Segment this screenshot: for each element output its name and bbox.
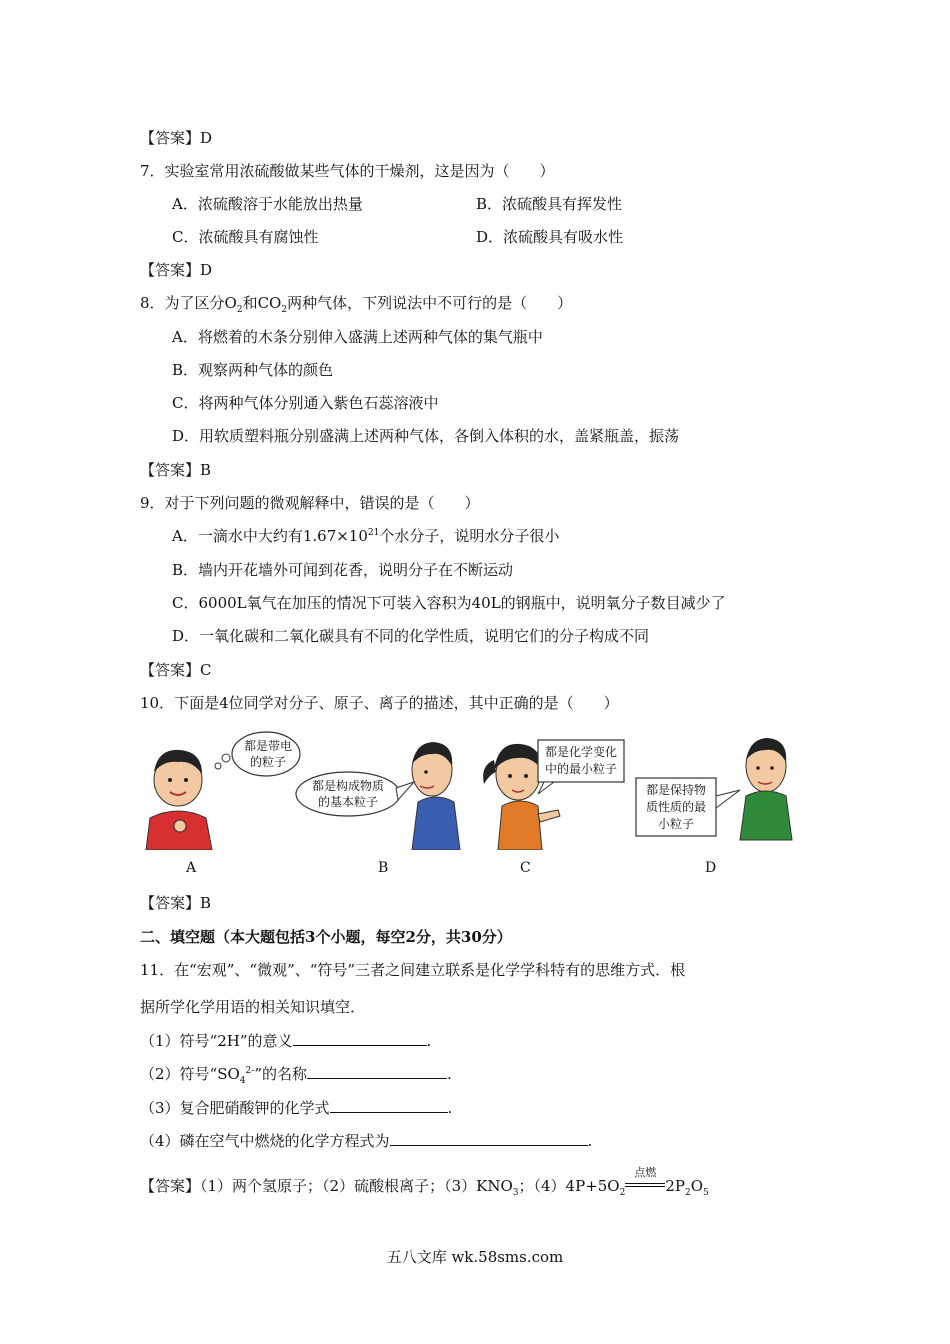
reaction-condition: 点燃 xyxy=(625,1177,665,1191)
q9-answer: 【答案】C xyxy=(140,661,212,679)
q8-answer: 【答案】B xyxy=(140,461,212,479)
student-d xyxy=(740,738,792,840)
figure-label-a: A xyxy=(186,860,197,876)
answer-blank[interactable] xyxy=(293,1031,427,1046)
q11-part-3: （3）复合肥硝酸钾的化学式 . xyxy=(140,1099,453,1117)
q9-option-a: A．一滴水中大约有$1.67\times 10^{21}$个水分子，说明水分子很小 xyxy=(172,527,560,545)
q7-option-a: A．浓硫酸溶于水能放出热量 xyxy=(172,195,363,213)
answer-blank[interactable] xyxy=(307,1064,447,1079)
q11-stem-line-1: 11．在“宏观”、“微观”、“符号”三者之间建立联系是化学学科特有的思维方式．根 xyxy=(140,961,686,979)
q7-stem: 7．实验室常用浓硫酸做某些气体的干燥剂，这是因为（ ） xyxy=(140,162,555,180)
bubble-a-text: 都是带电 的粒子 xyxy=(243,739,292,769)
page-footer: 五八文库 wk.58sms.com xyxy=(386,1248,564,1266)
q7-option-b: B．浓硫酸具有挥发性 xyxy=(476,195,623,213)
answer-blank[interactable] xyxy=(390,1131,588,1146)
student-a xyxy=(146,750,212,850)
q8-option-c: C．将两种气体分别通入紫色石蕊溶液中 xyxy=(172,394,439,412)
q11-answer: 【答案】（1）两个氢原子；（2）硫酸根离子；$(3)KNO_3$；$(4)4P+5O_2$ 点燃 $2P_2O_5$ xyxy=(140,1166,709,1198)
figure-label-d: D xyxy=(705,860,717,876)
q8-stem: 8．为了区分$O_2$和$CO_2$两种气体，下列说法中不可行的是（ ） xyxy=(140,294,573,315)
q7-option-d: D．浓硫酸具有吸水性 xyxy=(476,228,624,246)
q11-part-4: （4）磷在空气中燃烧的化学方程式为 . xyxy=(140,1132,593,1150)
q8-option-d: D．用软质塑料瓶分别盛满上述两种气体，各倒入体积的水，盖紧瓶盖，振荡 xyxy=(172,427,680,445)
q6-answer: 【答案】D xyxy=(140,129,213,147)
q8-option-b: B．观察两种气体的颜色 xyxy=(172,361,334,379)
q9-option-c: C．6000L氧气在加压的情况下可装入容积为40L的钢瓶中，说明氧分子数目减少了 xyxy=(172,594,726,612)
figure-label-c: C xyxy=(520,860,531,876)
q8-option-a: A．将燃着的木条分别伸入盛满上述两种气体的集气瓶中 xyxy=(172,328,543,346)
q11-part-2: （2）符号“$SO_4^{2-}$”的名称 . xyxy=(140,1065,452,1086)
bubble-b-text: 都是构成物质 的基本粒子 xyxy=(311,779,384,809)
q11-stem-line-2: 据所学化学用语的相关知识填空． xyxy=(140,998,366,1016)
bubble-d-text: 都是保持物 质性质的最 小粒子 xyxy=(645,783,706,831)
q10-answer: 【答案】B xyxy=(140,894,212,912)
q9-option-b: B．墙内开花墙外可闻到花香，说明分子在不断运动 xyxy=(172,561,514,579)
figure-label-b: B xyxy=(378,860,389,876)
q10-illustration xyxy=(140,730,820,850)
section-2-title: 二、填空题（本大题包括3个小题，每空2分，共30分） xyxy=(140,928,512,946)
student-b xyxy=(412,742,460,850)
q9-option-d: D．一氧化碳和二氧化碳具有不同的化学性质，说明它们的分子构成不同 xyxy=(172,627,650,645)
bubble-c-text: 都是化学变化 中的最小粒子 xyxy=(544,745,617,776)
q11-part-1: （1）符号“2H”的意义 . xyxy=(140,1032,432,1050)
q7-option-c: C．浓硫酸具有腐蚀性 xyxy=(172,228,319,246)
q9-stem: 9．对于下列问题的微观解释中，错误的是（ ） xyxy=(140,494,480,512)
q10-stem: 10．下面是4位同学对分子、原子、离子的描述，其中正确的是（ ） xyxy=(140,694,619,712)
q7-answer: 【答案】D xyxy=(140,261,213,279)
answer-blank[interactable] xyxy=(330,1098,448,1113)
